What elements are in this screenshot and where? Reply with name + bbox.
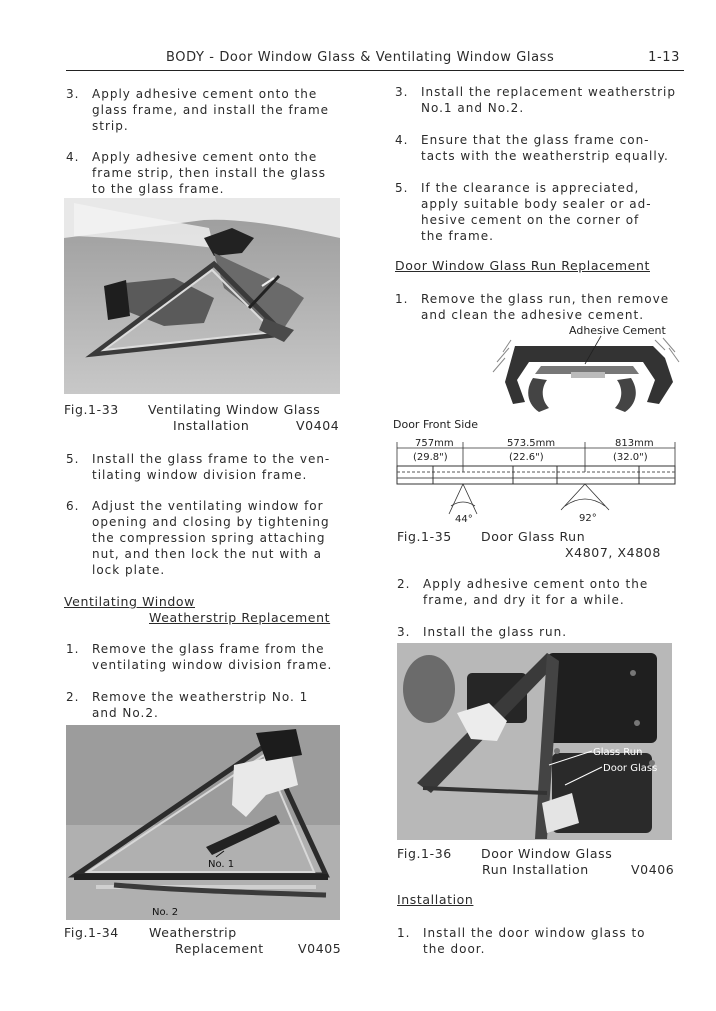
fig-1-34-photo: [66, 725, 340, 920]
dim-1-mm: 757mm: [415, 438, 454, 449]
fig-1-35-caption: [397, 529, 681, 563]
no1-label: No. 1: [208, 859, 235, 870]
fig-1-35-title: Door Glass Run: [481, 529, 586, 544]
fig-1-33-code: V0404: [296, 418, 340, 433]
header-title: BODY - Door Window Glass & Ventilating Window Glass: [166, 50, 555, 65]
dim-2-mm: 573.5mm: [507, 438, 556, 449]
dim-1-in: (29.8"): [413, 452, 448, 463]
fig-1-36-title: Door Window Glass: [481, 846, 613, 861]
fig-1-36-label: Fig.1-36: [397, 846, 452, 861]
dim-2-in: (22.6"): [509, 452, 544, 463]
door-glass-label: Door Glass: [603, 763, 658, 774]
fig-1-33-label: Fig.1-33: [64, 402, 119, 417]
fig-1-35-diagram: [393, 322, 683, 527]
glass-run-strip: [397, 466, 675, 484]
section-heading-installation: Installation: [397, 892, 474, 907]
weatherstrip-cross-section: [493, 336, 679, 412]
section-heading-glass-run: Door Window Glass Run Replacement: [395, 258, 650, 273]
fig-1-36-code: V0406: [631, 862, 675, 877]
page-header: [66, 48, 684, 71]
fig-1-34-code: V0405: [298, 941, 342, 956]
fig-1-34-label: Fig.1-34: [64, 925, 119, 940]
angle-44-label: 44°: [455, 514, 473, 525]
fig-1-33-title: Ventilating Window Glass: [148, 402, 321, 417]
fig-1-34-title: Weatherstrip: [149, 925, 237, 940]
fig-1-33-caption: [64, 402, 344, 436]
fig-1-34-title-2: Replacement: [175, 941, 264, 956]
section-heading-weatherstrip-1: Ventilating Window: [64, 594, 195, 609]
fig-1-36-caption: [397, 846, 679, 880]
fig-1-36-title-2: Run Installation: [482, 862, 589, 877]
page-number: 1-13: [648, 50, 680, 65]
angle-92-label: 92°: [579, 513, 597, 524]
fig-1-35-code: X4807, X4808: [565, 545, 661, 560]
fig-1-33-title-2: Installation: [173, 418, 250, 433]
fig-1-35-label: Fig.1-35: [397, 529, 452, 544]
fig-1-36-photo: [397, 643, 672, 840]
dim-3-mm: 813mm: [615, 438, 654, 449]
glass-run-label: Glass Run: [593, 747, 643, 758]
door-front-side-label: Door Front Side: [393, 418, 479, 431]
fig-1-33-photo: [64, 198, 340, 394]
adhesive-cement-label: Adhesive Cement: [569, 324, 666, 337]
no2-label: No. 2: [152, 907, 179, 918]
fig-1-34-caption: [64, 925, 346, 959]
dim-3-in: (32.0"): [613, 452, 648, 463]
section-heading-weatherstrip-2: Weatherstrip Replacement: [149, 610, 331, 625]
